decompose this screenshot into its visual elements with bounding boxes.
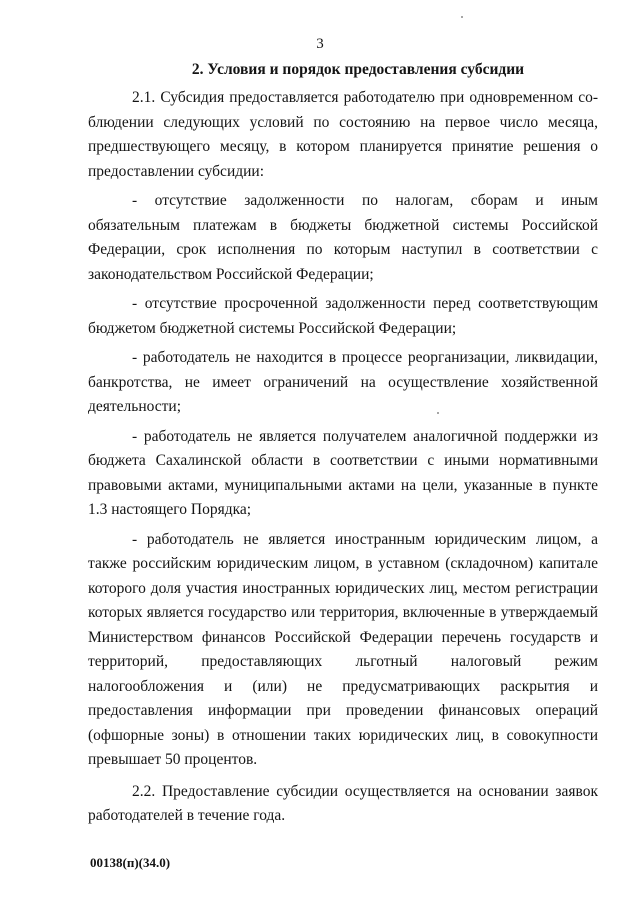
- condition-not-foreign-entity: - работодатель не является иностранным юридическим лицом, а также российским юридическим лицом, в уставном (складочном) капитале которого доля участия иностранных юридических лиц, местом регистрации которых является государство или территория, включенные в утверждаемый Министерством финансов Российской Федерации перечень государств и территорий, предоставляющих льготный налоговый режим налогообложения и (или) не предусматривающих раскрытия и предоставления информации при проведении финансовых операций (офшорные зоны) в отношении таких юридических лиц, в совокупности превышает 50 процентов.: [88, 530, 598, 768]
- body-text: [88, 86, 598, 834]
- scan-speck: [461, 16, 463, 18]
- section-title: 2. Условия и порядок предоставления субсидии: [191, 61, 525, 78]
- condition-no-similar-support: - работодатель не является получателем аналогичной поддержки из бюджета Сахалинской области в соответствии с иными нормативными правовыми актами, муниципальными актами на цели, указанные в пункте 1.3 настоящего Порядка;: [88, 427, 598, 518]
- page-number: 3: [316, 36, 324, 52]
- paragraph-2-2: 2.2. Предоставление субсидии осуществляется на основании заявок работодателей в течение года.: [88, 782, 598, 824]
- condition-no-reorganization: - работодатель не находится в процессе реорганизации, ликвидации, банкротства, не имеет ограничений на осуществление хозяйственной деятельности;: [88, 349, 598, 415]
- paragraph-2-1: 2.1. Субсидия предоставляется работодателю при одновременном соблюдении следующих условий по состоянию на первое число месяца, предшествующего месяцу, в котором планируется принятие решения о предоставлении субсидии:: [88, 89, 598, 180]
- scan-speck: [437, 412, 439, 414]
- condition-no-tax-debt: - отсутствие задолженности по налогам, сборам и иным обязательным платежам в бюджеты бюджетной системы Российской Федерации, срок исполнения по которым наступил в соответствии с законодательством Российской Федерации;: [88, 192, 598, 283]
- condition-no-overdue-debt: - отсутствие просроченной задолженности перед соответствующим бюджетом бюджетной системы Российской Федерации;: [88, 295, 598, 337]
- document-code: 00138(п)(34.0): [90, 855, 171, 870]
